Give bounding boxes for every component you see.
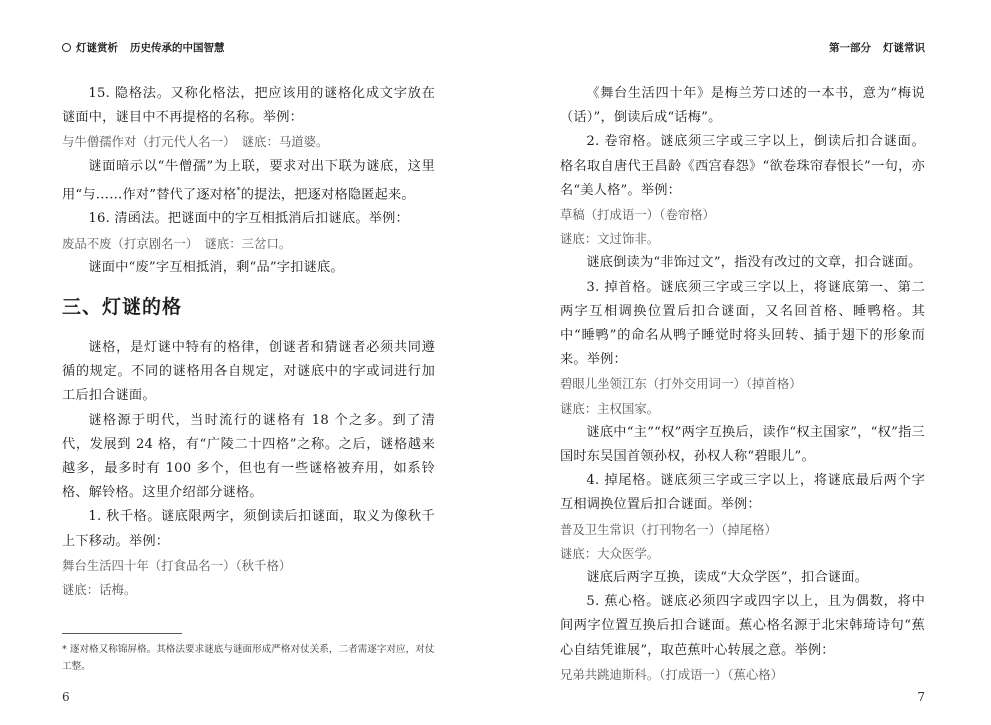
right-page: [495, 0, 991, 725]
book-subtitle: 历史传承的中国智慧: [130, 42, 225, 54]
paragraph: 1. 秋千格。谜底限两字，须倒读后扣谜面，取义为像秋千上下移动。举例：: [62, 509, 435, 549]
running-header-left: [62, 40, 225, 55]
paragraph: 2. 卷帘格。谜底须三字或三字以上，倒读后扣合谜面。格名取自唐代王昌龄《西宫春怨》“欲卷珠帘春恨长”一句，亦名“美人格”。举例：: [560, 134, 925, 198]
paragraph: 《舞台生活四十年》是梅兰芳口述的一本书，意为“梅说（话）”，倒读后成“话梅”。: [560, 86, 925, 126]
example-line: 谜底：话梅。: [62, 582, 137, 598]
paragraph: 5. 蕉心格。谜底必须四字或四字以上，且为偶数，将中间两字位置互换后扣合谜面。蕉心格名源于北宋韩琦诗句“蕉心自结凭谁展”，取芭蕉叶心转展之意。举例：: [560, 594, 925, 658]
footnote-marker: *: [236, 185, 241, 195]
example-line: 兄弟共跳迪斯科。（打成语一）（蕉心格）: [560, 666, 784, 682]
page-number-right: 7: [917, 690, 925, 704]
example-line: 与牛僧孺作对（打元代人名一） 谜底：马道婆。: [62, 134, 329, 150]
footnote-divider: [62, 633, 182, 634]
part-label: 第一部分: [829, 42, 871, 54]
example-line: 草稿（打成语一）（卷帘格）: [560, 207, 715, 223]
example-line: 谜底：主权国家。: [560, 400, 660, 416]
running-header-right: [829, 40, 925, 55]
section-heading: 三、灯谜的格: [62, 296, 183, 319]
page-number-left: 6: [62, 690, 70, 704]
paragraph: 16. 清函法。把谜面中的字互相抵消后扣谜底。举例：: [88, 211, 409, 227]
paragraph: 3. 掉首格。谜底须三字或三字以上，将谜底第一、第二两字互相调换位置后扣合谜面，又名回首格、睡鸭格。其中“睡鸭”的命名从鸭子睡觉时将头回转、插于翅下的形象而来。举例：: [560, 279, 925, 368]
example-line: 废品不废（打京剧名一） 谜底：三岔口。: [62, 235, 292, 251]
paragraph: 谜格源于明代，当时流行的谜格有 18 个之多。到了清代，发展到 24 格，有“广陵二十四格”之称。之后，谜格越来越多，最多时有 100 多个，但也有一些谜格被弃用，如系铃格、解铃格。这里介绍部分谜格。: [62, 412, 435, 501]
paragraph: 谜底倒读为“非饰过文”，指没有改过的文章，扣合谜面。: [586, 255, 922, 271]
left-page-body: [62, 82, 435, 602]
right-page-body: [560, 82, 925, 687]
example-line: 普及卫生常识（打刊物名一）（掉尾格）: [560, 521, 777, 537]
left-page: [0, 0, 495, 725]
book-title: 灯谜赏析: [76, 42, 118, 54]
paragraph: 谜底中“主”“权”两字互换后，读作“权主国家”，“权”指三国时东吴国首领孙权，孙权人称“碧眼儿”。: [560, 424, 925, 465]
paragraph: 谜面暗示以“牛僧孺”为上联，要求对出下联为谜底，这里用“与……作对”替代了逐对格*的提法，把逐对格隐匿起来。: [62, 158, 435, 203]
paragraph: 谜面中“废”字互相抵消，剩“品”字扣谜底。: [88, 259, 344, 275]
section-label: 灯谜常识: [883, 42, 925, 54]
footnote: * 逐对格又称锦屏格。其格法要求谜底与谜面形成严格对仗关系，二者需逐字对应，对仗工整。: [62, 644, 435, 672]
paragraph: 4. 掉尾格。谜底须三字或三字以上，将谜底最后两个字互相调换位置后扣合谜面。举例：: [560, 473, 925, 513]
paragraph: 谜格，是灯谜中特有的格律，创谜者和猜谜者必须共同遵循的规定。不同的谜格用各自规定，对谜底中的字或词进行加工后扣合谜面。: [62, 340, 435, 404]
example-line: 谜底：大众医学。: [560, 545, 660, 561]
example-line: 舞台生活四十年（打食品名一）（秋千格）: [62, 557, 292, 573]
example-line: 谜底：文过饰非。: [560, 231, 660, 247]
paragraph: 15. 隐格法。又称化格法，把应该用的谜格化成文字放在谜面中，谜目中不再提格的名称。举例：: [62, 86, 435, 126]
circle-bullet-icon: [62, 43, 71, 52]
paragraph: 谜底后两字互换，读成“大众学医”，扣合谜面。: [586, 570, 869, 586]
example-line: 碧眼儿坐领江东（打外交用词一）（掉首格）: [560, 376, 802, 392]
